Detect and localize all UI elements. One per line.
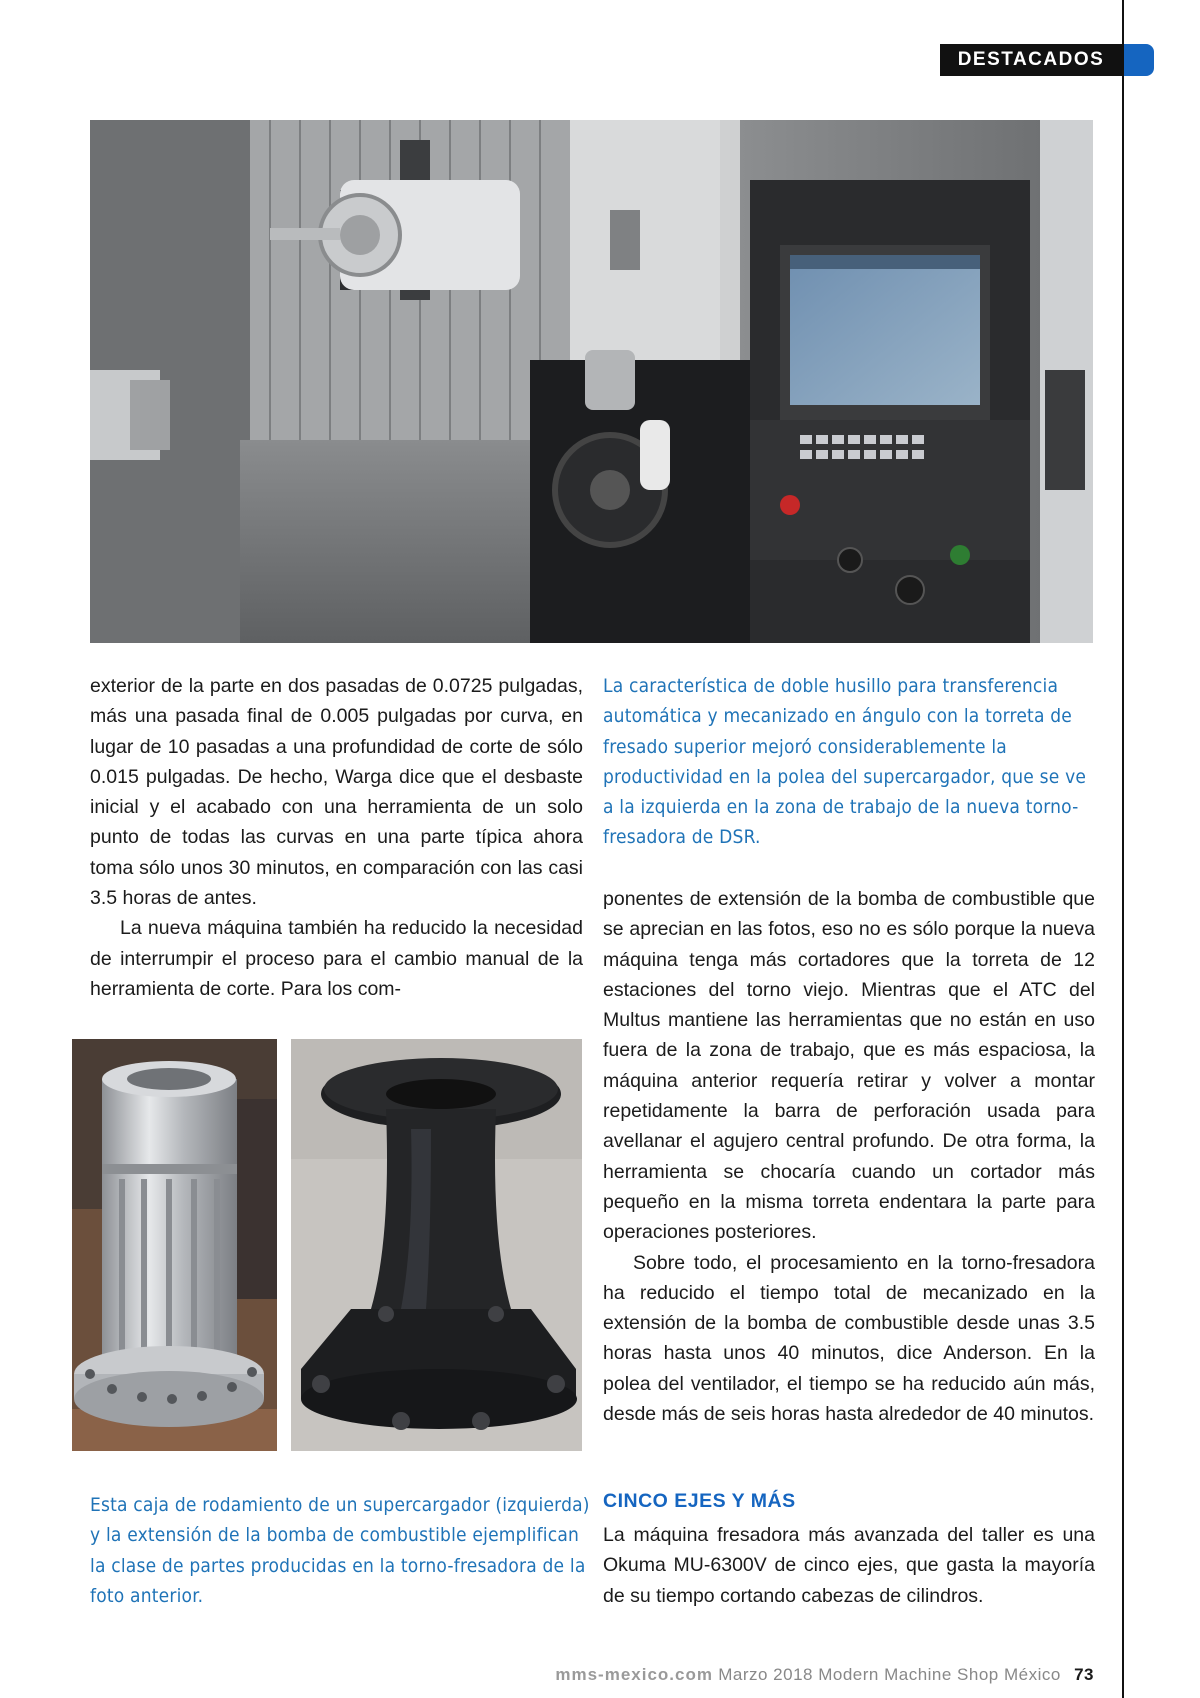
paragraph: exterior de la parte en dos pasadas de 0.0725 pulgadas, más una pasada final de 0.005 pulgadas por curva, en lugar de 10 pasadas a una profundidad de corte de sólo 0.015 pulgadas. De hecho, Warga dice que el desbaste inicial y el acabado con una herramienta de un solo punto de todas las curvas en una parte típica ahora toma sólo unos 30 minutos, en comparación con las casi 3.5 horas de antes.: [90, 675, 583, 910]
supercharger-bearing-housing-photo: [72, 1039, 277, 1451]
fuel-pump-extension-photo: [291, 1039, 582, 1451]
parts-photo-caption: Esta caja de rodamiento de un supercargador (izquierda) y la extensión de la bomba de combustible ejemplifican la clase de partes producidas en la torno-fresadora de la foto anterior.: [90, 1494, 590, 1607]
section-label: DESTACADOS: [940, 44, 1122, 76]
left-column-text: [90, 671, 583, 1004]
footer-site-link[interactable]: mms-mexico.com: [555, 1665, 713, 1684]
paragraph: La nueva máquina también ha reducido la necesidad de interrumpir el proceso para el cambio manual de la herramienta de corte. Para los com-: [90, 917, 583, 1000]
page-footer: [555, 1665, 1094, 1685]
paragraph: La máquina fresadora más avanzada del taller es una Okuma MU-6300V de cinco ejes, que gasta la mayoría de su tiempo cortando cabezas de cilindros.: [603, 1524, 1095, 1607]
main-photo-caption: La característica de doble husillo para transferencia automática y mecanizado en ángulo con la torreta de fresado superior mejoró considerablemente la productividad en la polea del supercargador, que se ve a la izquierda en la zona de trabajo de la nueva torno-fresadora de DSR.: [603, 675, 1087, 849]
page-edge-rule: [1122, 0, 1124, 1698]
section-subheading: CINCO EJES Y MÁS: [603, 1490, 796, 1512]
footer-issue: Marzo 2018 Modern Machine Shop México: [718, 1665, 1061, 1684]
right-column-text: [603, 884, 1095, 1429]
paragraph: ponentes de extensión de la bomba de combustible que se aprecian en las fotos, eso no es sólo porque la nueva máquina tenga más cortadores que la torreta de 12 estaciones del torno viejo. Mientras que el ATC del Multus mantiene las herramientas que no están en uso fuera de la zona de trabajo, que es más espaciosa, la máquina anterior requería retirar y volver a montar repetidamente la barra de perforación usada para avellanar el agujero central profundo. De otra forma, la herramienta se chocaría cuando un cortador más pequeño en la misma torreta endentara la parte para operaciones posteriores.: [603, 888, 1095, 1244]
section-tab-marker: [1124, 44, 1154, 76]
page-number: 73: [1074, 1665, 1094, 1684]
paragraph: Sobre todo, el procesamiento en la torno-fresadora ha reducido el tiempo total de mecanizado en la extensión de la bomba de combustible desde unas 3.5 horas hasta unos 40 minutos, dice Anderson. En la polea del ventilador, el tiempo se ha reducido aún más, desde más de seis horas hasta alrededor de 40 minutos.: [603, 1251, 1095, 1426]
turn-mill-machine-photo: [90, 120, 1093, 643]
five-axis-paragraph: [603, 1520, 1095, 1611]
